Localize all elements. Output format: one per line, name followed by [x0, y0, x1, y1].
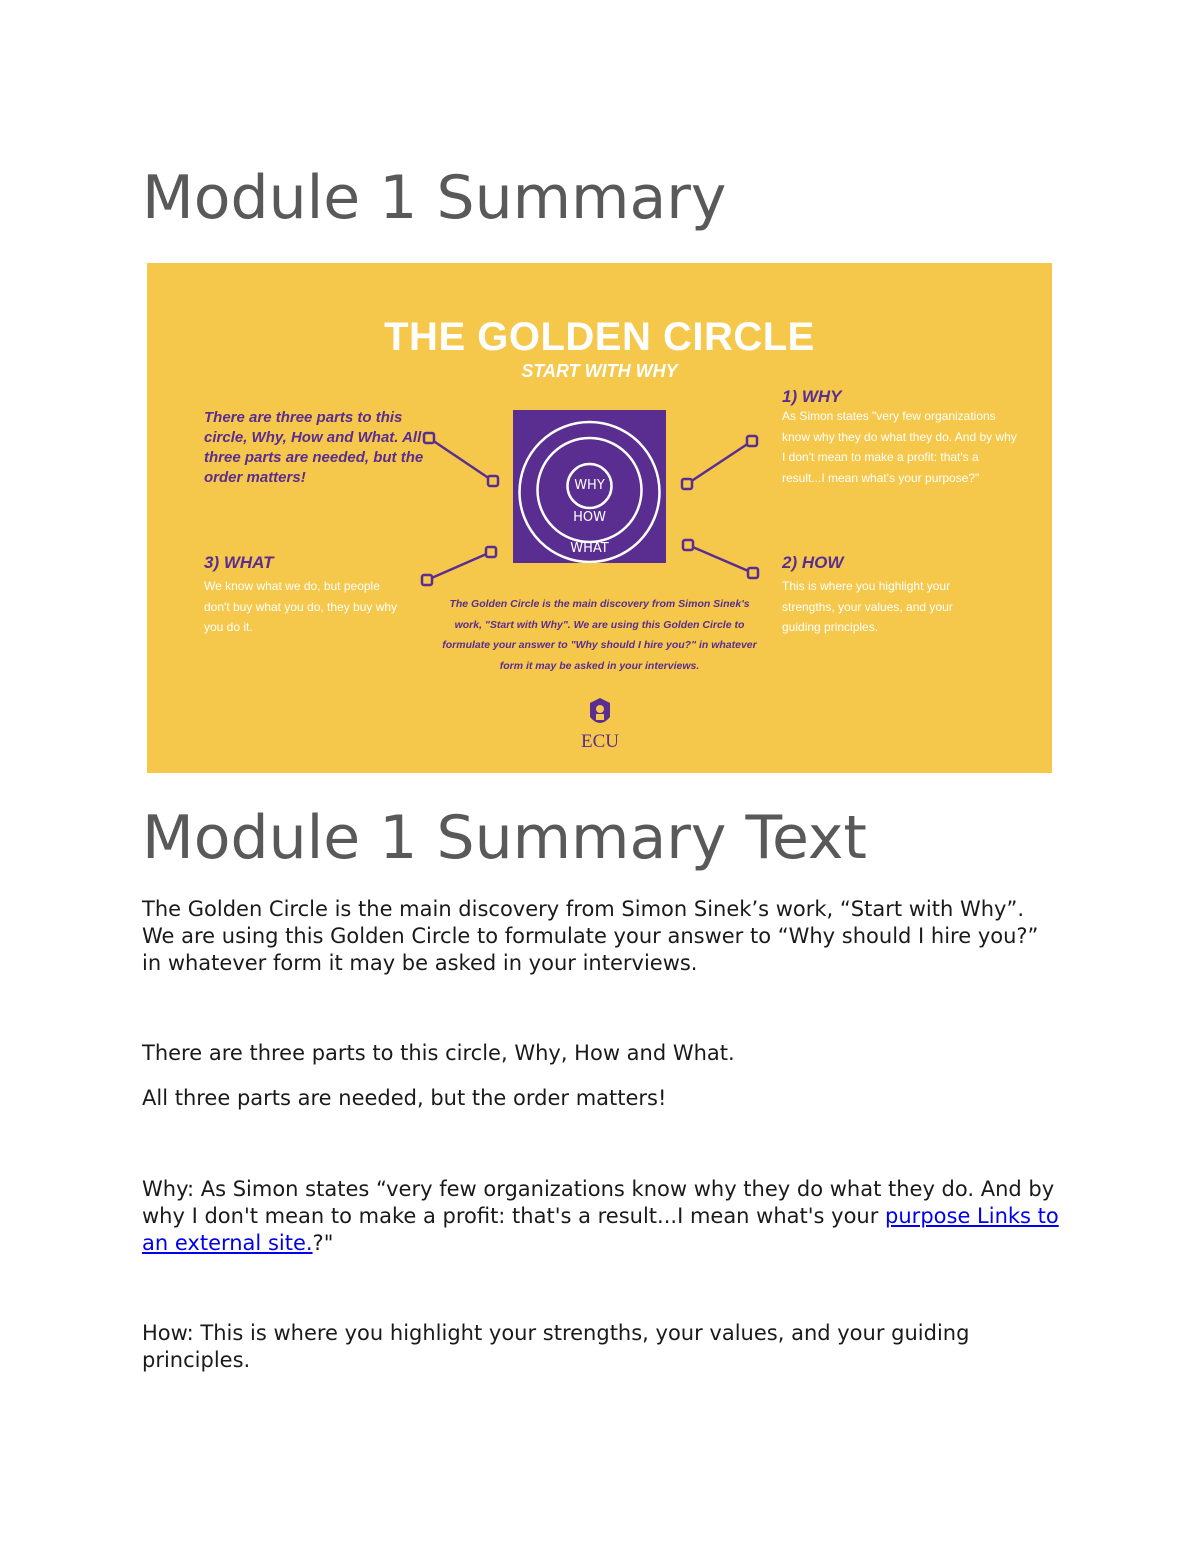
- section-title: Module 1 Summary Text: [142, 803, 867, 873]
- ring-label-how: HOW: [573, 510, 606, 525]
- ring-label-why: WHY: [574, 478, 605, 493]
- paragraph-why: [142, 1176, 1062, 1257]
- paragraph-intro: The Golden Circle is the main discovery from Simon Sinek’s work, “Start with Why”. We are using this Golden Circle to formulate your answer to “Why should I hire you?” in whatever form it may be asked in your interviews.: [142, 897, 1039, 975]
- golden-circle-infographic: [147, 263, 1052, 773]
- paragraph-order-matters: All three parts are needed, but the order matters!: [142, 1086, 667, 1110]
- connector-node: [683, 540, 693, 550]
- connector-line: [427, 552, 491, 580]
- page-title: Module 1 Summary: [142, 163, 727, 233]
- why-heading: 1) WHY: [782, 387, 842, 406]
- golden-circle-graphic: [513, 410, 666, 563]
- connector-line: [687, 441, 752, 484]
- infographic-intro: There are three parts to this circle, Why, How and What. All three parts are needed, but the order matters!: [204, 409, 424, 486]
- ecu-logo-text: ECU: [581, 731, 619, 752]
- paragraph-why-text: Why: As Simon states “very few organizations know why they do what they do. And by why I don't mean to make a profit: that's a result...I mean what's your: [142, 1177, 1055, 1228]
- paragraph-three-parts: There are three parts to this circle, Why, How and What.: [142, 1041, 735, 1065]
- purpose-external-link[interactable]: purpose Links to an external site.: [142, 1204, 1059, 1255]
- ring-label-what: WHAT: [570, 541, 609, 556]
- connector-node: [424, 433, 434, 443]
- infographic-caption: The Golden Circle is the main discovery from Simon Sinek's work, "Start with Why". We are using this Golden Circle to formulate your answer to "Why should I hire you?" in whatever form it may be asked in your interviews.: [442, 598, 757, 672]
- paragraph-how: How: This is where you highlight your strengths, your values, and your guiding principles.: [142, 1321, 970, 1372]
- connector-line: [429, 438, 493, 481]
- connector-node: [748, 568, 758, 578]
- why-body: As Simon states "very few organizations know why they do what they do. And by why I don't mean to make a profit: that's a result...I mean what's your purpose?": [782, 409, 1017, 485]
- connector-node: [486, 547, 496, 557]
- connector-node: [682, 479, 692, 489]
- connector-node: [488, 476, 498, 486]
- how-body: This is where you highlight your strengths, your values, and your guiding principles.: [782, 579, 953, 634]
- connector-node: [422, 575, 432, 585]
- what-heading: 3) WHAT: [204, 553, 274, 572]
- connector-line: [688, 545, 753, 573]
- ecu-logo: [570, 695, 630, 755]
- how-heading: 2) HOW: [782, 553, 844, 572]
- ecu-crest-icon: [570, 695, 630, 731]
- what-body: We know what we do, but people don't buy what you do, they buy why you do it.: [204, 579, 398, 634]
- infographic-subtitle: START WITH WHY: [521, 361, 678, 381]
- infographic-title: THE GOLDEN CIRCLE: [384, 315, 815, 359]
- paragraph-why-end: ?": [312, 1231, 334, 1255]
- connector-node: [747, 436, 757, 446]
